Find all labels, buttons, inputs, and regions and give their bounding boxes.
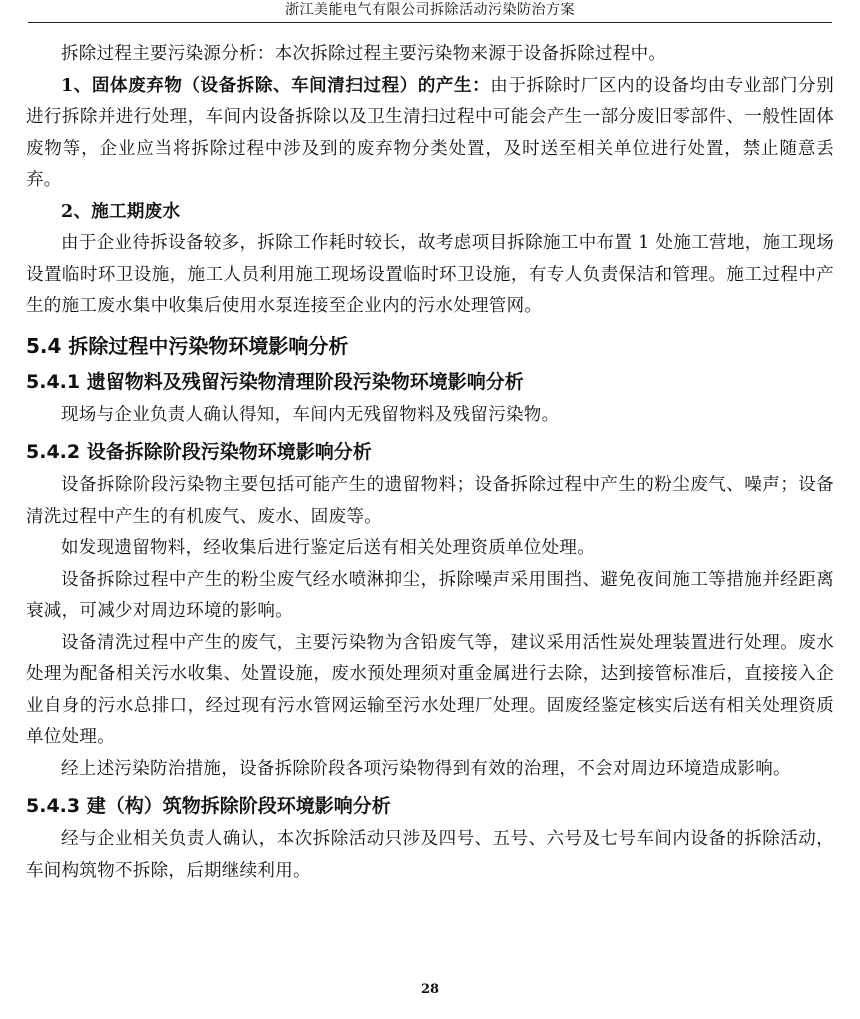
paragraph-lead: 1、固体废弃物（设备拆除、车间清扫过程）的产生： (61, 75, 491, 96)
page-number: 28 (420, 982, 440, 997)
paragraph: 现场与企业负责人确认得知，车间内无残留物料及残留污染物。 (61, 404, 560, 425)
paragraph: 由于企业待拆设备较多，拆除工作耗时较长，故考虑项目拆除施工中布置 1 处施工营地，施工现场设置临时环卫设施，施工人员利用施工现场设置临时环卫设施，有专人负责保洁和管理。施工过程中产生的施工废水集中收集后使用水泵连接至企业内的污水处理管网。 (26, 233, 834, 316)
section-heading: 5.4 拆除过程中污染物环境影响分析 (26, 333, 349, 358)
paragraph: 经与企业相关负责人确认，本次拆除活动只涉及四号、五号、六号及七号车间内设备的拆除活动，车间构筑物不拆除，后期继续利用。 (26, 829, 834, 881)
section-heading: 5.4.2 设备拆除阶段污染物环境影响分析 (26, 441, 372, 463)
paragraph-text: 由于拆除时厂区内的设备均由专业部门分别进行拆除并进行处理，车间内设备拆除以及卫生清扫过程中可能会产生一部分废旧零部件、一般性固体废物等，企业应当将拆除过程中涉及到的废弃物分类处置，及时送至相关单位进行处置，禁止随意丢弃。 (26, 75, 835, 190)
page-header (28, 0, 832, 23)
section-heading: 5.4.3 建（构）筑物拆除阶段环境影响分析 (26, 795, 391, 817)
paragraph: 拆除过程主要污染源分析：本次拆除过程主要污染物来源于设备拆除过程中。 (61, 44, 667, 64)
paragraph (26, 71, 834, 197)
document-body (26, 39, 834, 887)
header-title: 浙江美能电气有限公司拆除活动污染防治方案 (285, 2, 575, 18)
section-heading: 5.4.1 遗留物料及残留污染物清理阶段污染物环境影响分析 (26, 370, 524, 393)
paragraph: 设备清洗过程中产生的废气，主要污染物为含铅废气等，建议采用活性炭处理装置进行处理。废水处理为配备相关污水收集、处置设施，废水预处理须对重金属进行去除，达到接管标准后，直接接入企业自身的污水总排口，经过现有污水管网运输至污水处理厂处理。固废经鉴定核实后送有相关处理资质单位处理。 (26, 632, 834, 747)
paragraph: 如发现遗留物料，经收集后进行鉴定后送有相关处理资质单位处理。 (61, 538, 595, 558)
paragraph: 经上述污染防治措施，设备拆除阶段各项污染物得到有效的治理，不会对周边环境造成影响。 (61, 758, 791, 779)
paragraph: 设备拆除阶段污染物主要包括可能产生的遗留物料；设备拆除过程中产生的粉尘废气、噪声；设备清洗过程中产生的有机废气、废水、固废等。 (26, 475, 834, 527)
subheading: 2、施工期废水 (61, 201, 181, 222)
paragraph: 设备拆除过程中产生的粉尘废气经水喷淋抑尘，拆除噪声采用围挡、避免夜间施工等措施并经距离衰减，可减少对周边环境的影响。 (26, 569, 834, 621)
